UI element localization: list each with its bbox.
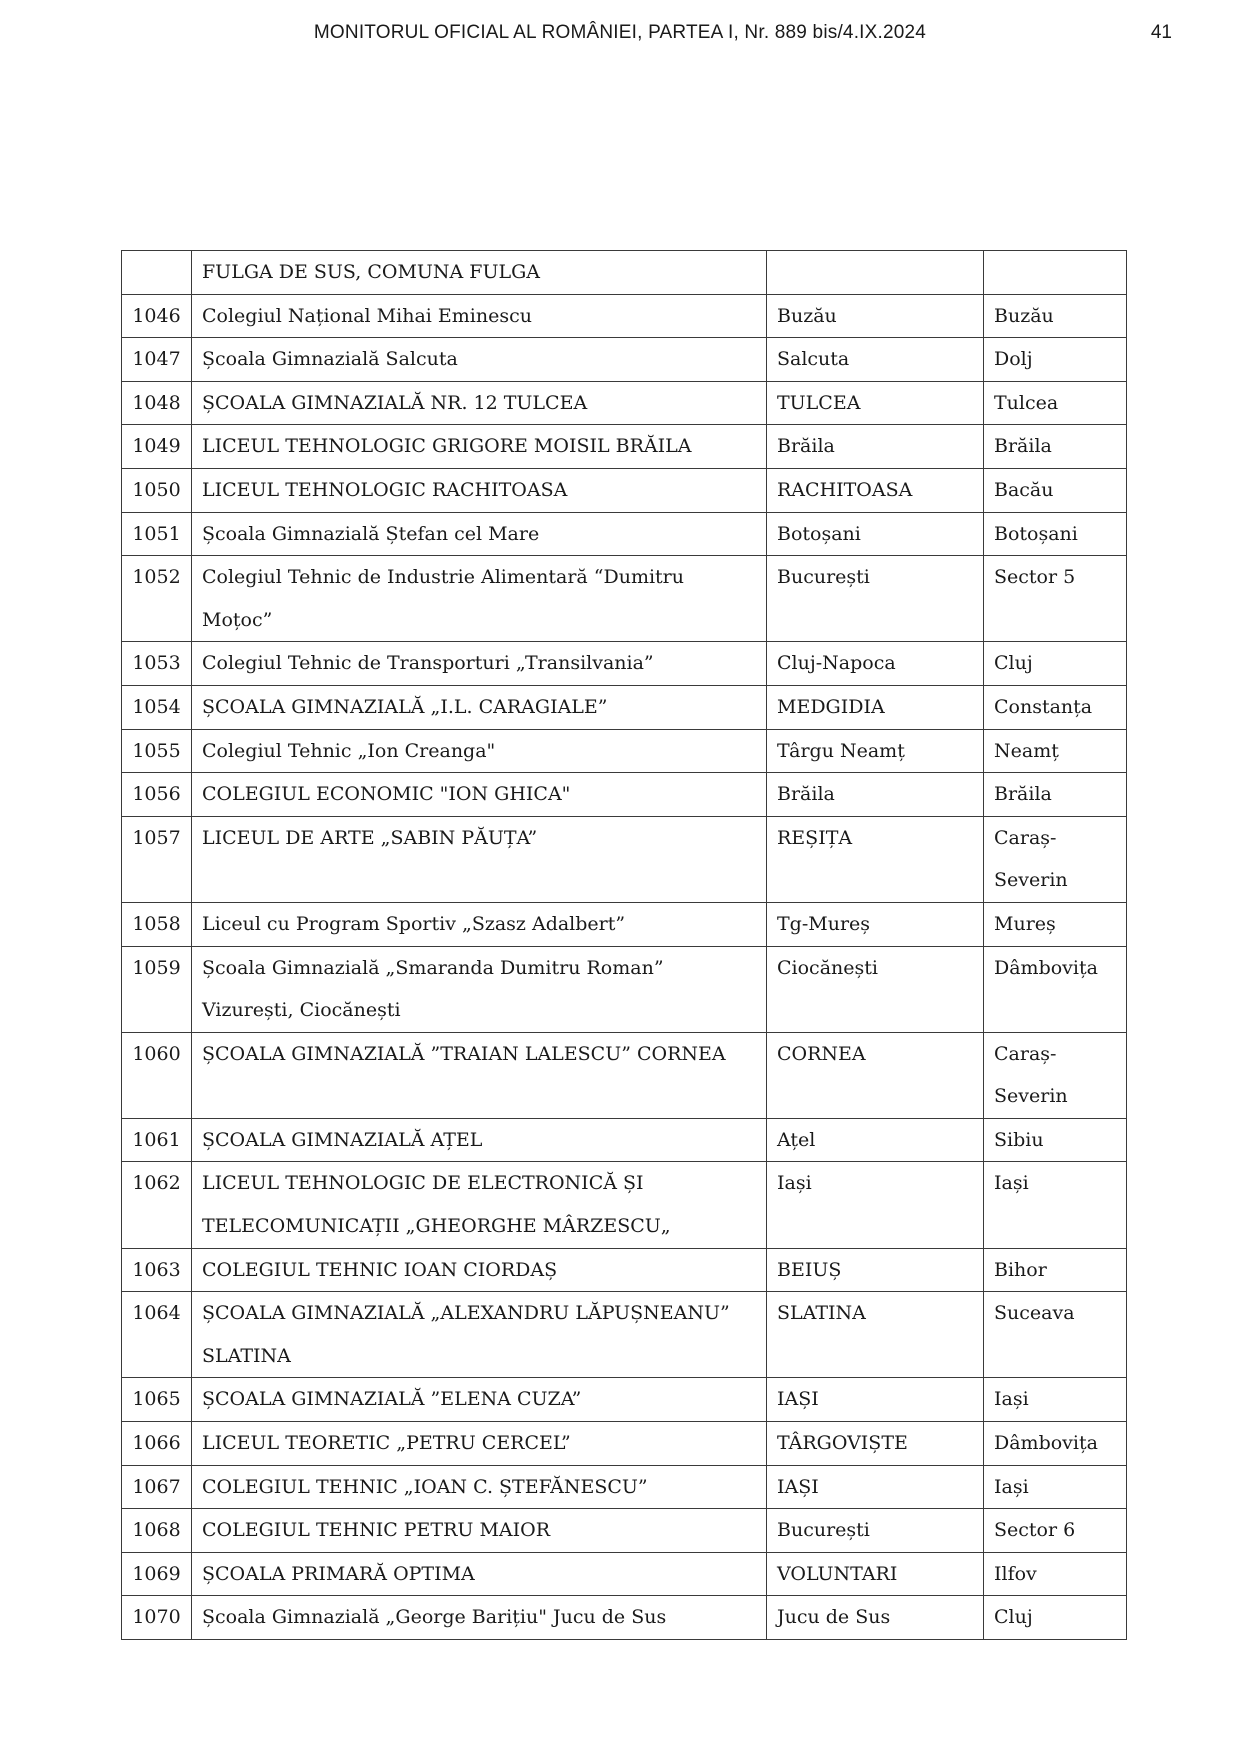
row-number: 1052 [122, 556, 192, 642]
school-name: LICEUL TEHNOLOGIC GRIGORE MOISIL BRĂILA [192, 425, 767, 469]
row-number: 1070 [122, 1596, 192, 1640]
table-row [122, 773, 1127, 817]
locality: Salcuta [767, 338, 984, 382]
county: Sibiu [984, 1118, 1127, 1162]
row-number: 1063 [122, 1248, 192, 1292]
county: Constanța [984, 685, 1127, 729]
school-name: ȘCOALA GIMNAZIALĂ ”TRAIAN LALESCU” CORNEA [192, 1032, 767, 1118]
locality: Brăila [767, 425, 984, 469]
school-name: ȘCOALA GIMNAZIALĂ „ALEXANDRU LĂPUȘNEANU” SLATINA [192, 1292, 767, 1378]
county: Bihor [984, 1248, 1127, 1292]
locality: IAȘI [767, 1378, 984, 1422]
row-number: 1053 [122, 642, 192, 686]
table-row [122, 1422, 1127, 1466]
school-name: COLEGIUL TEHNIC PETRU MAIOR [192, 1509, 767, 1553]
school-name: ȘCOALA GIMNAZIALĂ „I.L. CARAGIALE” [192, 685, 767, 729]
row-number: 1059 [122, 946, 192, 1032]
county: Caraș-Severin [984, 816, 1127, 902]
locality: RACHITOASA [767, 468, 984, 512]
county: Buzău [984, 294, 1127, 338]
locality: Botoșani [767, 512, 984, 556]
school-name: ȘCOALA GIMNAZIALĂ AȚEL [192, 1118, 767, 1162]
row-number: 1054 [122, 685, 192, 729]
school-name: ȘCOALA GIMNAZIALĂ ”ELENA CUZA” [192, 1378, 767, 1422]
school-name: COLEGIUL TEHNIC „IOAN C. ȘTEFĂNESCU” [192, 1465, 767, 1509]
row-number: 1062 [122, 1162, 192, 1248]
county: Neamț [984, 729, 1127, 773]
county: Botoșani [984, 512, 1127, 556]
row-number: 1049 [122, 425, 192, 469]
table-row [122, 1032, 1127, 1118]
page-header-title: MONITORUL OFICIAL AL ROMÂNIEI, PARTEA I, Nr. 889 bis/4.IX.2024 [313, 22, 927, 43]
county: Iași [984, 1162, 1127, 1248]
school-name: Școala Gimnazială Salcuta [192, 338, 767, 382]
locality: SLATINA [767, 1292, 984, 1378]
locality: Târgu Neamț [767, 729, 984, 773]
school-name: Școala Gimnazială „George Barițiu" Jucu de Sus [192, 1596, 767, 1640]
table-row [122, 294, 1127, 338]
locality: Cluj-Napoca [767, 642, 984, 686]
table-row [122, 902, 1127, 946]
row-number: 1056 [122, 773, 192, 817]
school-name: ȘCOALA GIMNAZIALĂ NR. 12 TULCEA [192, 381, 767, 425]
locality: Ciocănești [767, 946, 984, 1032]
county: Dolj [984, 338, 1127, 382]
locality: Ațel [767, 1118, 984, 1162]
school-name: Colegiul Tehnic de Transporturi „Transilvania” [192, 642, 767, 686]
locality: IAȘI [767, 1465, 984, 1509]
school-name: FULGA DE SUS, COMUNA FULGA [192, 251, 767, 295]
county: Iași [984, 1465, 1127, 1509]
county: Caraș-Severin [984, 1032, 1127, 1118]
locality: TULCEA [767, 381, 984, 425]
county: Sector 6 [984, 1509, 1127, 1553]
row-number: 1060 [122, 1032, 192, 1118]
table-row [122, 512, 1127, 556]
table-row [122, 816, 1127, 902]
table-row [122, 1378, 1127, 1422]
table-row [122, 251, 1127, 295]
table-row [122, 946, 1127, 1032]
school-name: Colegiul Național Mihai Eminescu [192, 294, 767, 338]
school-name: Liceul cu Program Sportiv „Szasz Adalbert” [192, 902, 767, 946]
locality: București [767, 556, 984, 642]
row-number: 1068 [122, 1509, 192, 1553]
county: Brăila [984, 425, 1127, 469]
county: Bacău [984, 468, 1127, 512]
table-row [122, 642, 1127, 686]
table-row [122, 468, 1127, 512]
row-number: 1067 [122, 1465, 192, 1509]
county: Cluj [984, 642, 1127, 686]
locality: București [767, 1509, 984, 1553]
school-name: Colegiul Tehnic „Ion Creanga" [192, 729, 767, 773]
table-row [122, 1509, 1127, 1553]
table-row [122, 729, 1127, 773]
school-name: LICEUL TEHNOLOGIC RACHITOASA [192, 468, 767, 512]
table-row [122, 1596, 1127, 1640]
county: Ilfov [984, 1552, 1127, 1596]
table-row [122, 556, 1127, 642]
locality: TÂRGOVIȘTE [767, 1422, 984, 1466]
table-row [122, 1552, 1127, 1596]
row-number: 1069 [122, 1552, 192, 1596]
locality: VOLUNTARI [767, 1552, 984, 1596]
row-number: 1050 [122, 468, 192, 512]
table-row [122, 425, 1127, 469]
county: Mureș [984, 902, 1127, 946]
school-name: LICEUL TEHNOLOGIC DE ELECTRONICĂ ȘI TELECOMUNICAȚII „GHEORGHE MÂRZESCU„ [192, 1162, 767, 1248]
row-number: 1064 [122, 1292, 192, 1378]
row-number: 1048 [122, 381, 192, 425]
county: Sector 5 [984, 556, 1127, 642]
schools-table [121, 250, 1127, 1640]
schools-table-body [122, 251, 1127, 1640]
county: Cluj [984, 1596, 1127, 1640]
locality: REȘIȚA [767, 816, 984, 902]
locality: Tg-Mureș [767, 902, 984, 946]
row-number: 1058 [122, 902, 192, 946]
table-row [122, 1292, 1127, 1378]
county [984, 251, 1127, 295]
table-row [122, 1465, 1127, 1509]
locality: CORNEA [767, 1032, 984, 1118]
school-name: COLEGIUL ECONOMIC "ION GHICA" [192, 773, 767, 817]
locality: BEIUȘ [767, 1248, 984, 1292]
row-number: 1046 [122, 294, 192, 338]
school-name: Școala Gimnazială „Smaranda Dumitru Roman” Vizurești, Ciocănești [192, 946, 767, 1032]
school-name: ȘCOALA PRIMARĂ OPTIMA [192, 1552, 767, 1596]
page-number: 41 [1150, 22, 1172, 43]
table-row [122, 685, 1127, 729]
locality: Buzău [767, 294, 984, 338]
locality: MEDGIDIA [767, 685, 984, 729]
school-name: LICEUL TEORETIC „PETRU CERCEL” [192, 1422, 767, 1466]
table-row [122, 1118, 1127, 1162]
locality: Iași [767, 1162, 984, 1248]
table-row [122, 381, 1127, 425]
locality: Jucu de Sus [767, 1596, 984, 1640]
locality: Brăila [767, 773, 984, 817]
row-number: 1057 [122, 816, 192, 902]
row-number: 1047 [122, 338, 192, 382]
table-row [122, 1248, 1127, 1292]
row-number: 1066 [122, 1422, 192, 1466]
school-name: Colegiul Tehnic de Industrie Alimentară “Dumitru Moțoc” [192, 556, 767, 642]
county: Brăila [984, 773, 1127, 817]
locality [767, 251, 984, 295]
table-row [122, 1162, 1127, 1248]
county: Dâmbovița [984, 946, 1127, 1032]
row-number [122, 251, 192, 295]
school-name: COLEGIUL TEHNIC IOAN CIORDAȘ [192, 1248, 767, 1292]
school-name: Școala Gimnazială Ștefan cel Mare [192, 512, 767, 556]
row-number: 1055 [122, 729, 192, 773]
row-number: 1061 [122, 1118, 192, 1162]
county: Tulcea [984, 381, 1127, 425]
table-row [122, 338, 1127, 382]
row-number: 1051 [122, 512, 192, 556]
county: Suceava [984, 1292, 1127, 1378]
county: Iași [984, 1378, 1127, 1422]
row-number: 1065 [122, 1378, 192, 1422]
school-name: LICEUL DE ARTE „SABIN PĂUȚA” [192, 816, 767, 902]
county: Dâmbovița [984, 1422, 1127, 1466]
